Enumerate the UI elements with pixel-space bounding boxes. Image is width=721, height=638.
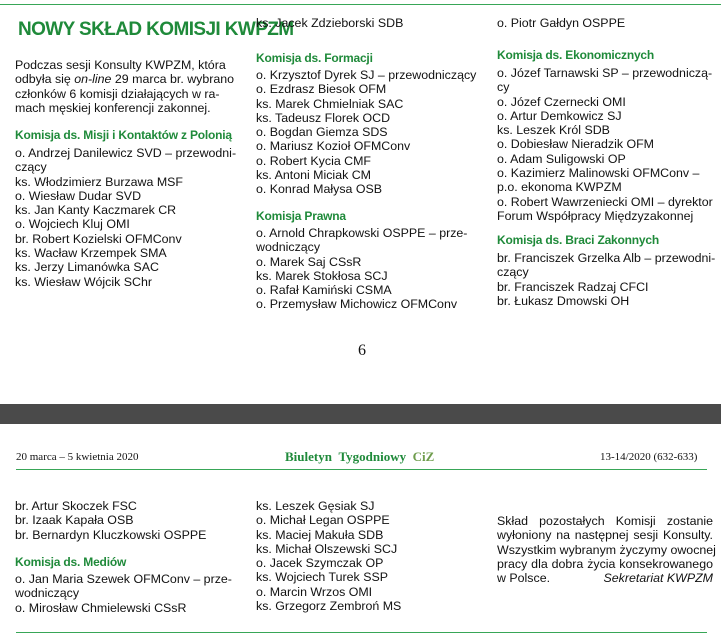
- list-misji: [15, 146, 236, 289]
- list-item: br. Bernardyn Kluczkowski OSPPE: [15, 527, 207, 542]
- heading-misji: Komisja ds. Misji i Kontaktów z Polonią: [15, 128, 232, 142]
- list-item: o. Artur Demkowicz SJ: [497, 108, 622, 123]
- list-item: czący: [15, 160, 47, 175]
- list-item: o. Józef Czernecki OMI: [497, 94, 626, 109]
- list-item: ks. Grzegorz Zembroń MS: [256, 599, 402, 614]
- list-item: br. Łukasz Dmowski OH: [497, 293, 630, 308]
- list-item: ks. Michał Olszewski SCJ: [256, 541, 398, 556]
- list-braci: [497, 251, 715, 308]
- list-item: o. Piotr Gałdyn OSPPE: [497, 16, 626, 30]
- list-item: p.o. ekonoma KWPZM: [497, 180, 622, 195]
- list-formacji: [256, 68, 476, 197]
- list-item: ks. Antoni Miciak CM: [256, 168, 371, 183]
- list-item: o. Marek Saj CSsR: [256, 254, 362, 269]
- article-title: NOWY SKŁAD KOMISJI KWPZM: [18, 19, 294, 40]
- closing-line: Skład pozostałych Komisji zostanie: [497, 514, 713, 528]
- heading-formacji: Komisja ds. Formacji: [256, 51, 373, 65]
- list-item: br. Artur Skoczek FSC: [15, 499, 137, 513]
- intro-line: mach męskiej konferencji zakonnej.: [15, 100, 211, 115]
- list-item: ks. Leszek Król SDB: [497, 123, 610, 138]
- list-item: o. Wiesław Dudar SVD: [15, 188, 142, 203]
- list-item: o. Józef Tarnawski SP – przewodniczą-: [497, 66, 713, 80]
- list-item: o. Adam Suligowski OP: [497, 151, 626, 166]
- list-item: wodniczący: [256, 240, 321, 255]
- list-item: o. Andrzej Danilewicz SVD – przewodni-: [15, 146, 237, 160]
- heading-prawna: Komisja Prawna: [256, 209, 346, 223]
- list-item: o. Jan Maria Szewek OFMConv – prze-: [15, 572, 232, 586]
- list-item: o. Ezdrasz Biesok OFM: [256, 82, 387, 97]
- list-item: o. Rafał Kamiński CSMA: [256, 283, 392, 298]
- list-item: o. Dobiesław Nieradzik OFM: [497, 137, 654, 152]
- header-date: 20 marca – 5 kwietnia 2020: [16, 451, 139, 463]
- list-item: Forum Współpracy Międzyzakonnej: [497, 208, 694, 223]
- list-item: o. Mariusz Kozioł OFMConv: [256, 139, 411, 154]
- list-item: ks. Marek Stokłosa SCJ: [256, 268, 388, 283]
- closing-line: wyłoniony na następnej sesji Konsulty.: [497, 528, 713, 543]
- list-item: wodniczący: [15, 586, 80, 601]
- page-number: 6: [358, 342, 366, 359]
- list-prawna: [256, 226, 467, 312]
- list-item: o. Krzysztof Dyrek SJ – przewodniczący: [256, 68, 477, 82]
- closing-line: pracy dla dobra życia konsekrowanego: [497, 556, 713, 571]
- list-item: cy: [497, 80, 510, 95]
- heading-braci: Komisja ds. Braci Zakonnych: [497, 233, 659, 247]
- list-item: ks. Wojciech Turek SSP: [256, 570, 388, 585]
- header-issue: 13-14/2020 (632-633): [600, 451, 698, 463]
- intro-line: Podczas sesji Konsulty KWPZM, która: [15, 58, 226, 72]
- header-title: Biuletyn Tygodniowy CiZ: [285, 449, 435, 464]
- list-item: ks. Tadeusz Florek OCD: [256, 110, 391, 125]
- heading-ekonomicznych: Komisja ds. Ekonomicznych: [497, 48, 655, 62]
- list-item: o. Mirosław Chmielewski CSsR: [15, 600, 187, 615]
- closing-paragraph: [497, 514, 716, 586]
- list-item: br. Robert Kozielski OFMConv: [15, 231, 182, 246]
- list-item: o. Jacek Szymczak OP: [256, 556, 384, 571]
- intro-line: odbyła się on-line 29 marca br. wybrano: [15, 72, 235, 87]
- list-item: ks. Wacław Krzempek SMA: [15, 246, 167, 261]
- list-item: ks. Wiesław Wójcik SChr: [15, 274, 152, 289]
- list-item: o. Kazimierz Malinowski OFMConv –: [497, 166, 700, 181]
- list-item: o. Bogdan Giemza SDS: [256, 125, 388, 140]
- list-item: o. Robert Kycia CMF: [256, 153, 371, 168]
- list-item: o. Arnold Chrapkowski OSPPE – prze-: [256, 226, 468, 240]
- list-item: ks. Jerzy Limanówka SAC: [15, 260, 159, 275]
- heading-mediow: Komisja ds. Mediów: [15, 555, 127, 569]
- intro-line: członków 6 komisji działających w ra-: [15, 86, 220, 101]
- header-rule: [16, 469, 707, 470]
- list-item: o. Wojciech Kluj OMI: [15, 217, 130, 232]
- list-item: br. Izaak Kapała OSB: [15, 513, 134, 528]
- list-item: ks. Marek Chmielniak SAC: [256, 96, 404, 111]
- intro-paragraph: [15, 58, 237, 115]
- list-ekonomicznych: [497, 66, 713, 223]
- list-item: br. Franciszek Radzaj CFCI: [497, 279, 649, 294]
- list-mediow: [15, 572, 232, 615]
- list-item: o. Michał Legan OSPPE: [256, 513, 390, 528]
- signature: Sekretariat KWPZM: [603, 571, 713, 586]
- intro-italic: on-line: [74, 72, 112, 87]
- list-item: ks. Leszek Gęsiak SJ: [256, 499, 375, 513]
- list-item: o. Marcin Wrzos OMI: [256, 584, 373, 599]
- bottom-rule: [16, 632, 707, 633]
- list-item: o. Robert Wawrzeniecki OMI – dyrektor: [497, 194, 713, 209]
- closing-line: Wszystkim wybranym życzymy owocnej: [497, 542, 716, 557]
- top-rule: [0, 4, 721, 5]
- list-item: ks. Maciej Makuła SDB: [256, 527, 384, 542]
- list-item: ks. Jacek Zdzieborski SDB: [256, 16, 404, 30]
- list-mediow-continued: [256, 499, 401, 613]
- list-continued: [15, 499, 206, 542]
- page-break: [0, 404, 721, 424]
- list-item: o. Przemysław Michowicz OFMConv: [256, 297, 458, 312]
- list-item: o. Konrad Małysa OSB: [256, 182, 383, 197]
- closing-line: w Polsce. Sekretariat KWPZM: [497, 571, 713, 586]
- list-item: czący: [497, 265, 529, 280]
- list-item: ks. Jan Kanty Kaczmarek CR: [15, 203, 177, 218]
- list-item: br. Franciszek Grzelka Alb – przewodni-: [497, 251, 716, 265]
- list-item: ks. Włodzimierz Burzawa MSF: [15, 174, 183, 189]
